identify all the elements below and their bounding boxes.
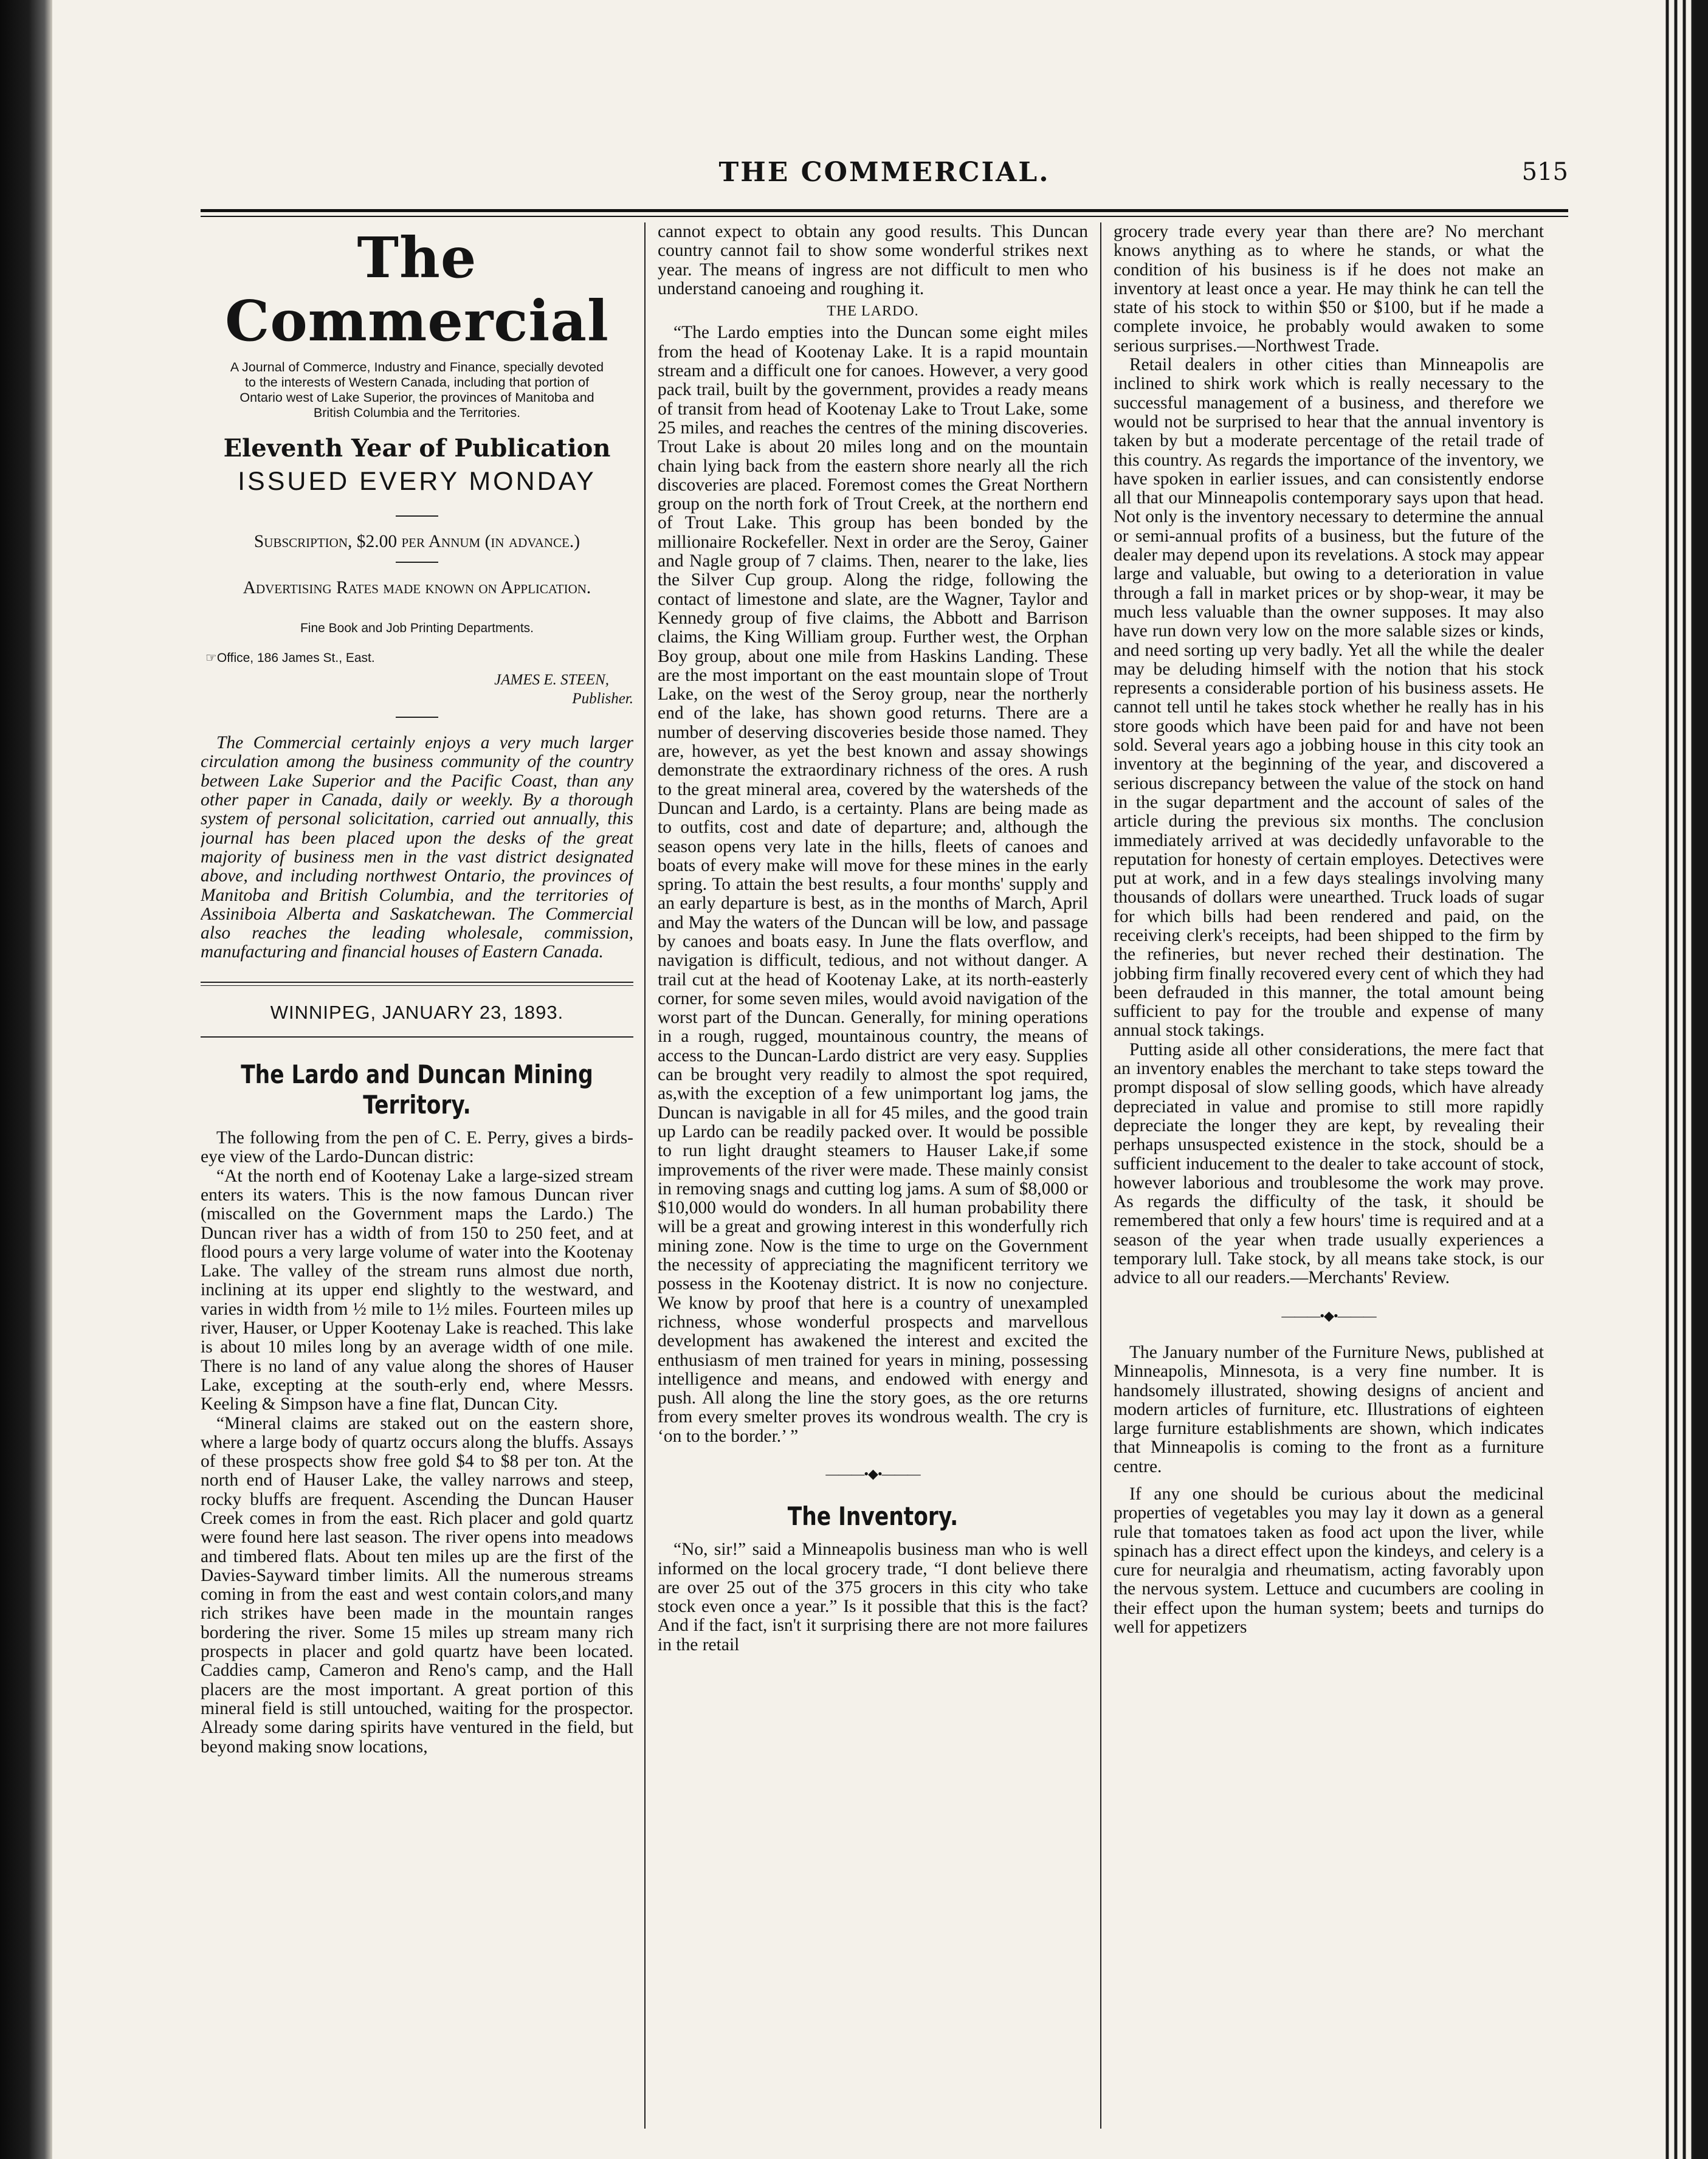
- column-3: [1114, 222, 1544, 2131]
- article-paragraph: cannot expect to obtain any good results. This Duncan country cannot fail to show some wonderful strikes next year. The means of ingress are not difficult to men who understand canoeing and roughing it.: [658, 222, 1088, 298]
- publication-year: Eleventh Year of Publication: [223, 434, 611, 463]
- section-divider: ———•◆•———: [825, 1466, 920, 1481]
- column-2: [658, 222, 1088, 2131]
- circulation-note: [201, 734, 633, 962]
- divider-rule: [396, 515, 438, 517]
- publisher-name: JAMES E. STEEN,: [494, 671, 609, 688]
- article-title-inventory: The Inventory.: [787, 1501, 959, 1532]
- subscription-line: Subscription, $2.00 per Annum (in advance.): [253, 532, 580, 551]
- article-title-lardo: The Lardo and Duncan Mining Territory.: [241, 1059, 593, 1120]
- divider-rule: [201, 982, 633, 986]
- article-paragraph: “Mineral claims are staked out on the eastern shore, where a large body of quartz occurs along the bluffs. Assays of these prospects show free gold $4 to $8 per ton. At the north end of Hauser Lake, the valley narrows and steep, rocky bluffs are frequent. Ascending the Duncan Hauser Creek comes in from the east. Rich placer and gold quartz were found here last season. The river opens into meadows and timbered flats. About ten miles up are the first of the Davies-Sayward timber limits. All the numerous streams coming in from the east and west contain colors,and many rich strikes have been made in the mountain ranges bordering the river. Some 15 miles up stream many rich prospects in placer and gold quartz have been located. Caddies camp, Cameron and Reno's camp, and the Hall placers are the most important. A great portion of this mineral field is still untouched, waiting for the prospector. Already some daring spirits have ventured in the field, but beyond making snow locations,: [201, 1413, 633, 1757]
- article-paragraph: grocery trade every year than there are? No merchant knows anything as to where he stands, or what the condition of his business is if he does not make an inventory at least once a year. He may think he can tell the state of his stock to within $50 or $100, but if he made a complete invoice, he probably would awaken to some serious surprises.—Northwest Trade.: [1114, 222, 1544, 356]
- page-number: 515: [1521, 158, 1568, 186]
- note-vegetables: If any one should be curious about the medicinal properties of vegetables you may lay it down as a general rule that tomatoes taken as food act upon the liver, while spinach has a direct effect upon the kindeys, and celery is a cure for neuralgia and rheumatism, acting favorably upon the nervous system. Lettuce and cucumbers are cooling in their effect upon the human system; beets and turnips do well for appetizers: [1114, 1484, 1544, 1637]
- office-address: ☞Office, 186 James St., East.: [205, 651, 375, 666]
- section-divider: ———•◆•———: [1281, 1307, 1376, 1323]
- column-rule: [644, 222, 646, 2129]
- article-paragraph: “The Lardo empties into the Duncan some eight miles from the head of Kootenay Lake. It is a rapid mountain stream and a difficult one for canoes. However, a very good pack trail, built by the government, provides a ready means of transit from head of Kootenay Lake to Trout Lake, some 25 miles, and reaches the centres of the mining discoveries. Trout Lake is about 20 miles long and on the mountain chain lying back from the eastern shore nearly all the rich discoveries are placed. Foremost comes the Great Northern group on the north fork of Trout Creek, at the northern end of Trout Lake. This group has been bonded by the millionaire Rockefeller. Next in order are the Seroy, Gainer and Nagle group of 7 claims. Then, nearer to the lake, lies the Silver Cup group. Along the ridge, following the contact of limestone and slate, are the Wagner, Taylor and Kennedy group of five claims, the Abbott and Barrison claims, the King William group. Further west, the Orphan Boy group, about one mile from Haskins Landing. These are the most important on the east mountain slope of Trout Lake, on the west of the Seroy group, near the northerly end of the lake, has shown good returns. There are a number of deserving discoveries beside those named. They are, however, as yet the best known and assay showings demonstrate the extraordinary richness of the ores. A rush to the great mineral area, covered by the watersheds of the Duncan and Lardo, is a certainty. Plans are being made as to outfits, cost and date of departure; and, although the season opens very late in the hills, fleets of canoes and boats of every make will move for these mines in the early spring. To attain the best results, a four months' supply and an early departure is best, as in the months of March, April and May the waters of the Duncan will be low, and passage by canoes and boats easy. In June the flats overflow, and navigation is difficult, tedious, and not without danger. A trail cut at the head of Kootenay Lake, at its north-easterly corner, for some seven miles, would avoid navigation of the worst part of the Duncan. Generally, for mining operations in a rough, rugged, mountainous country, the means of access to the Duncan-Lardo district are very easy. Supplies can be brought very readily to almost the spot required, as,with the exception of a few unimportant log jams, the Duncan is navigable in all for 45 miles, and the good train up Lardo can be readily packed over. It would be possible to run light draught steamers to Hauser Lake,if some improvements of the river were made. These mainly consist in removing snags and cutting log jams. A sum of $8,000 or $10,000 would do wonders. In all human probability there will be a great and growing interest in this wonderfully rich mining zone. Now is the time to urge on the Government the necessity of appreciating the magnificent territory we possess in the Kootenay district. It is now no conjecture. We know by proof that here is a country of unexampled richness, whose wonderful prospects and marvellous development has awakened the interest and excited the enthusiasm of men trained for years in mining, possessing intelligence and means, and endowed with energy and push. All along the line the story goes, as the ore returns from every smelter proves its wondrous wealth. The cry is ‘on to the border.’ ”: [658, 323, 1088, 1446]
- subhead-the-lardo: THE LARDO.: [827, 303, 919, 320]
- publisher-role: Publisher.: [572, 690, 633, 707]
- advertising-line: Advertising Rates made known on Application.: [243, 578, 591, 597]
- divider-rule: [201, 1036, 633, 1038]
- divider-rule: [396, 562, 438, 563]
- masthead-title: The Commercial: [225, 225, 609, 354]
- page-edge: [1661, 0, 1708, 2159]
- circulation-text: The Commercial certainly enjoys a very much larger circulation among the business community of the country between Lake Superior and the Pacific Coast, than any other paper in Canada, daily or weekly. By a thorough system of personal solicitation, carried out annually, this journal has been placed upon the desks of the great majority of business men in the vast district designated above, and including northwest Ontario, the provinces of Manitoba and British Columbia, and the territories of Assiniboia Alberta and Saskatchewan. The Commercial also reaches the leading wholesale, commission, manufacturing and financial houses of Eastern Canada.: [201, 733, 633, 962]
- binding-shadow: [0, 0, 52, 2159]
- running-title: THE COMMERCIAL.: [718, 157, 1050, 188]
- article-paragraph: “At the north end of Kootenay Lake a large-sized stream enters its waters. This is the now famous Duncan river (miscalled on the Government maps the Lardo.) The Duncan river has a width of from 150 to 250 feet, and at flood pours a very large volume of water into the Kootenay Lake. The valley of the stream runs almost due north, inclining at its upper end slightly to the westward, and varies in width from ½ mile to 1½ miles. Fourteen miles up river, Hauser, or Upper Kootenay Lake is reached. This lake is about 10 miles long by an average width of one mile. There is no land of any value along the shores of Hauser Lake, excepting at the south-erly end, where Messrs. Keeling & Simpson have a fine flat, Duncan City.: [201, 1166, 633, 1414]
- note-furniture: The January number of the Furniture News, published at Minneapolis, Minnesota, is a very fine number. It is handsomely illustrated, showing designs of ancient and modern articles of furniture, etc. Illustrations of eighteen large furniture establishments are shown, which indicates that Minneapolis is coming to the front as a furniture centre.: [1114, 1342, 1544, 1476]
- column-rule: [1100, 222, 1101, 2129]
- printing-line: Fine Book and Job Printing Departments.: [300, 621, 534, 635]
- article-paragraph: Retail dealers in other cities than Minneapolis are inclined to shirk work which is really necessary to the successful management of a business, and therefore we would not be surprised to hear that the annual inventory is taken by but a moderate percentage of the retail trade of this country. As regards the importance of the inventory, we have spoken in earlier issues, and can consistently endorse all that our Minneapolis contemporary says upon that head. Not only is the inventory necessary to determine the annual or semi-annual profits of a business, but the future of the dealer may depend upon its revelations. A stock may appear large and valuable, but owing to a deterioration in value through a fall in market prices or by shop-wear, it may be much less valuable than the owner supposes. It may also have run down very low on the more salable sizes or kinds, and need sorting up very badly. Yet all the while the dealer may be deluding himself with the notion that his stock represents a considerable portion of his business assets. He cannot tell until he takes stock whether he really has in his store goods which have been paid for and have not been sold. Several years ago a jobbing house in this city took an inventory at the beginning of the year, and discovered a serious discrepancy between the value of the stock on hand in the sugar department and the account of sales of the article during the previous six months. The conclusion immediately arrived at was decidedly unfavorable to the reputation for honesty of certain employes. Detectives were put at work, and in a few days stealings involving many thousands of dollars were unearthed. Truck loads of sugar for which bills had been rendered and paid, on the receiving clerk's receipts, had been shipped to the firm by the refineries, but never reched their destination. The jobbing firm finally recovered every cent of which they had been defrauded in this manner, the total amount being sufficient to pay for the trouble and expense of many annual stock takings.: [1114, 355, 1544, 1041]
- dateline: WINNIPEG, JANUARY 23, 1893.: [270, 1001, 564, 1023]
- article-paragraph: The following from the pen of C. E. Perry, gives a birds-eye view of the Lardo-Duncan distric:: [201, 1128, 633, 1167]
- header-rule: [201, 209, 1568, 217]
- running-head: [201, 157, 1568, 193]
- masthead-description: A Journal of Commerce, Industry and Finance, specially devoted to the interests of Western Canada, including that portion of Ontario west of Lake Superior, the provinces of Manitoba and British Columbia and the Territories.: [230, 360, 604, 420]
- divider-rule: [396, 717, 438, 718]
- article-paragraph: “No, sir!” said a Minneapolis business man who is well informed on the local grocery trade, “I dont believe there are over 25 out of the 375 grocers in this city who take stock even once a year.” Is it possible that this is the fact? And if the fact, isn't it surprising there are not more failures in the retail: [658, 1540, 1088, 1655]
- column-1: [201, 222, 633, 2131]
- issued-line: ISSUED EVERY MONDAY: [238, 467, 596, 496]
- article-paragraph: Putting aside all other considerations, the mere fact that an inventory enables the merchant to take steps toward the prompt disposal of slow selling goods, which have already depreciated in value and promise to still more rapidly depreciate the longer they are kept, by revealing their perhaps unsuspected existence in the stock, should be a sufficient inducement to the dealer to take account of stock, however laborious and troublesome the work may prove. As regards the difficulty of the task, it should be remembered that only a few hours' time is required and at a season of the year when trade usually experiences a temporary lull. Take stock, by all means take stock, is our advice to all our readers.—Merchants' Review.: [1114, 1039, 1544, 1288]
